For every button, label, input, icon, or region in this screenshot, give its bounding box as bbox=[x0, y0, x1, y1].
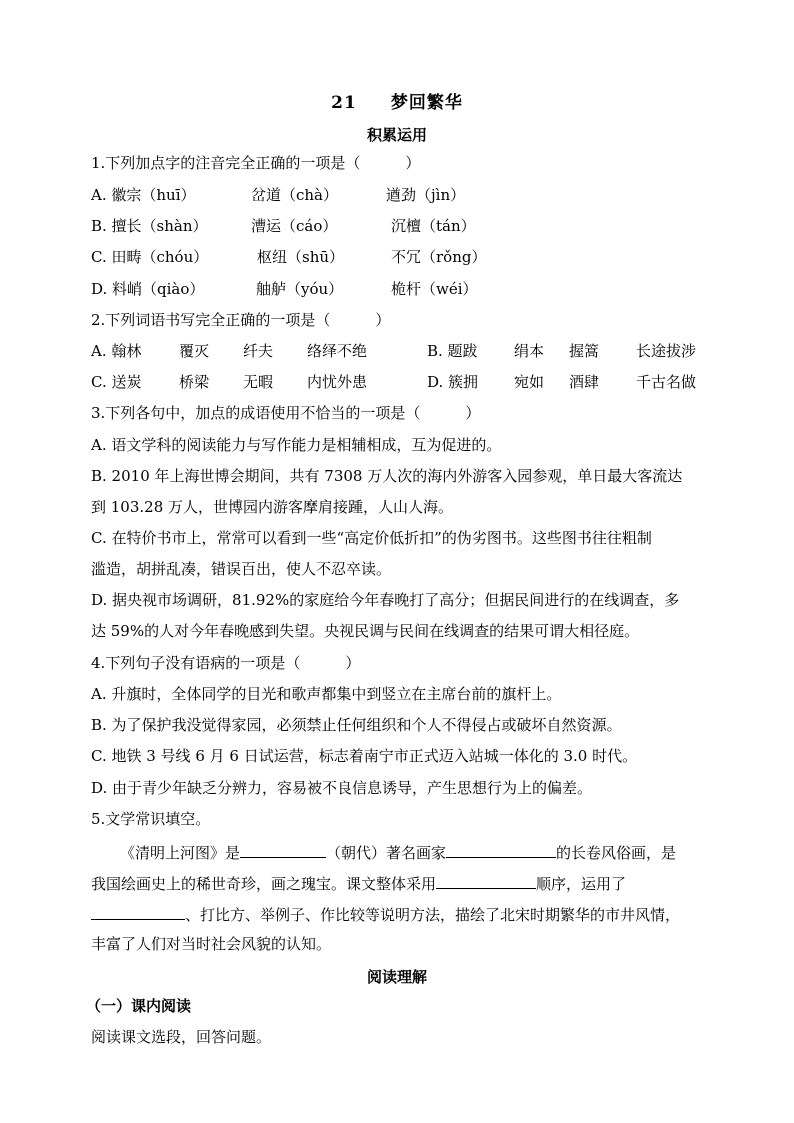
word-item: 酒肆 bbox=[569, 373, 600, 391]
lesson-number: 21 bbox=[331, 93, 357, 113]
word-item: 千古名做 bbox=[636, 373, 697, 391]
question-4-line: A. 升旗时，全体同学的目光和歌声都集中到竖立在主席台前的旗杆上。 bbox=[91, 685, 562, 703]
option-item: D. 料峭（qiào） bbox=[91, 280, 205, 298]
question-5-stem: 5.文学常识填空。 bbox=[91, 810, 211, 828]
option-item: 岔道（chà） bbox=[251, 186, 339, 204]
reading-instruction: 阅读课文选段，回答问题。 bbox=[91, 1028, 272, 1046]
word-item: 桥梁 bbox=[179, 373, 210, 391]
answer-blank-dynasty[interactable] bbox=[240, 841, 326, 858]
answer-blank-painter[interactable] bbox=[446, 841, 556, 858]
word-item: D. 簇拥 bbox=[427, 373, 479, 391]
option-item: A. 徽宗（huī） bbox=[91, 186, 196, 204]
question-1-option-b bbox=[91, 216, 731, 236]
word-item: A. 翰林 bbox=[91, 342, 142, 360]
question-4-line: C. 地铁 3 号线 6 月 6 日试运营，标志着南宁市正式迈入站城一体化的 3.0 时代。 bbox=[91, 747, 638, 765]
lesson-title: 梦回繁华 bbox=[390, 93, 463, 113]
option-item: 不冗（rǒng） bbox=[391, 248, 487, 266]
option-item: B. 擅长（shàn） bbox=[91, 217, 208, 235]
page-title bbox=[0, 88, 794, 113]
question-5-paragraph-line bbox=[91, 903, 680, 925]
question-3-line: 滥造，胡拼乱凑，错误百出，使人不忍卒读。 bbox=[91, 560, 392, 578]
option-item: 沉檀（tán） bbox=[391, 217, 476, 235]
question-3-line: A. 语文学科的阅读能力与写作能力是相辅相成，互为促进的。 bbox=[91, 436, 502, 454]
fill-text: 《清明上河图》是 bbox=[120, 844, 241, 862]
fill-text: 的长卷风俗画，是 bbox=[556, 844, 677, 862]
fill-text: 、打比方、举例子、作比较等说明方法，描绘了北宋时期繁华的市井风情， bbox=[185, 906, 681, 924]
option-item: 漕运（cáo） bbox=[251, 217, 338, 235]
question-1-option-d bbox=[91, 279, 731, 299]
fill-text: 我国绘画史上的稀世奇珍，画之瑰宝。课文整体采用 bbox=[91, 875, 437, 893]
option-item: 枢纽（shū） bbox=[257, 248, 345, 266]
question-5-paragraph-line: 丰富了人们对当时社会风貌的认知。 bbox=[91, 935, 332, 953]
question-3-stem: 3.下列各句中，加点的成语使用不恰当的一项是（ ） bbox=[91, 404, 481, 422]
word-item: 握篙 bbox=[569, 342, 600, 360]
word-item: 无暇 bbox=[243, 373, 274, 391]
answer-blank-method[interactable] bbox=[91, 903, 185, 920]
answer-blank-order[interactable] bbox=[436, 872, 536, 889]
option-item: C. 田畴（chóu） bbox=[91, 248, 209, 266]
option-item: 遒劲（jìn） bbox=[386, 186, 466, 204]
word-item: 内忧外患 bbox=[307, 373, 368, 391]
word-item: 覆灭 bbox=[179, 342, 210, 360]
section-heading-reading: 阅读理解 bbox=[366, 968, 427, 986]
word-item: 纤夫 bbox=[243, 342, 274, 360]
option-item: 桅杆（wéi） bbox=[391, 280, 478, 298]
section-heading-accumulate: 积累运用 bbox=[366, 126, 427, 144]
fill-text: （朝代）著名画家 bbox=[326, 844, 447, 862]
question-3-line: B. 2010 年上海世博会期间，共有 7308 万人次的海内外游客入园参观，单日最大客流达 bbox=[91, 467, 683, 485]
word-item: 绢本 bbox=[514, 342, 545, 360]
word-item: 宛如 bbox=[514, 373, 545, 391]
question-3-line: D. 据央视市场调研，81.92%的家庭给今年春晚打了高分；但据民间进行的在线调查，多 bbox=[91, 591, 680, 609]
question-5-paragraph-line bbox=[91, 872, 626, 894]
question-3-line: 达 59%的人对今年春晚感到失望。央视民调与民间在线调查的结果可谓大相径庭。 bbox=[91, 622, 640, 640]
question-2-stem: 2.下列词语书写完全正确的一项是（ ） bbox=[91, 311, 391, 329]
word-item: 长途拔涉 bbox=[636, 342, 697, 360]
option-item: 舳舻（yóu） bbox=[256, 280, 344, 298]
word-item: B. 题跋 bbox=[427, 342, 478, 360]
question-1-option-c bbox=[91, 247, 731, 267]
question-4-stem: 4.下列句子没有语病的一项是（ ） bbox=[91, 654, 361, 672]
question-1-option-a bbox=[91, 185, 731, 205]
fill-text: 顺序，运用了 bbox=[536, 875, 627, 893]
question-3-line: 到 103.28 万人，世博园内游客摩肩接踵，人山人海。 bbox=[91, 498, 454, 516]
question-5-paragraph-line bbox=[120, 841, 676, 863]
question-4-line: B. 为了保护我没觉得家园，必须禁止任何组织和个人不得侵占或破坏自然资源。 bbox=[91, 716, 622, 734]
word-item: 络绎不绝 bbox=[307, 342, 368, 360]
question-4-line: D. 由于青少年缺乏分辨力，容易被不良信息诱导，产生思想行为上的偏差。 bbox=[91, 779, 593, 797]
question-2-row-cd bbox=[91, 372, 731, 392]
question-3-line: C. 在特价书市上，常常可以看到一些“高定价低折扣”的伪劣图书。这些图书往往粗制 bbox=[91, 529, 652, 547]
question-2-row-ab bbox=[91, 341, 731, 361]
question-1-stem: 1.下列加点字的注音完全正确的一项是（ ） bbox=[91, 154, 421, 172]
reading-subheading: （一）课内阅读 bbox=[86, 997, 192, 1015]
word-item: C. 送炭 bbox=[91, 373, 142, 391]
